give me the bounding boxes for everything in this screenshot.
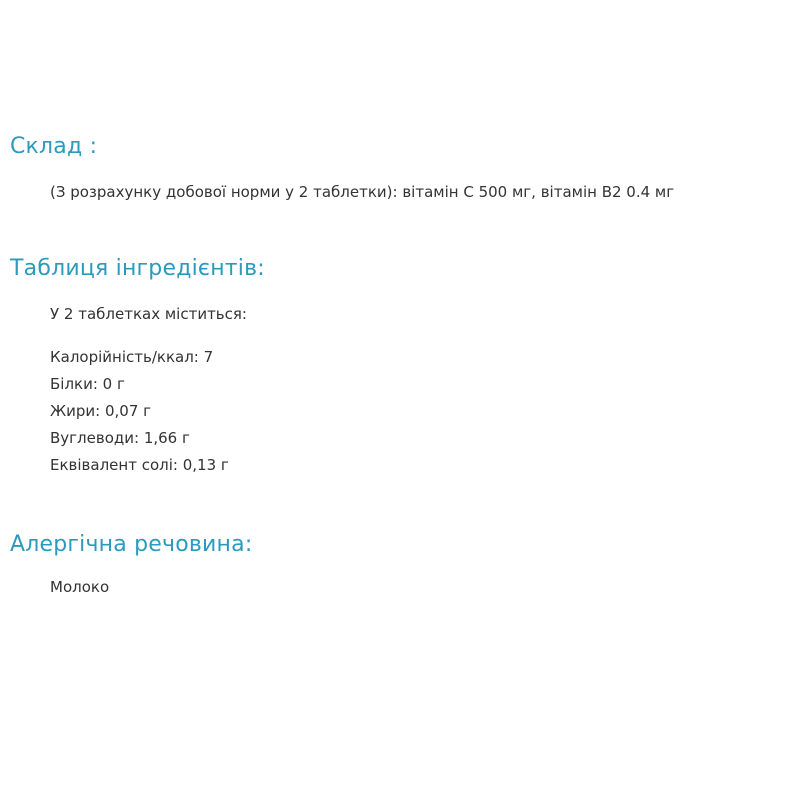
allergen-heading: Алергічна речовина: [10, 532, 253, 557]
composition-heading: Склад : [10, 134, 98, 159]
nutrition-item-salt: Еквівалент солі: 0,13 г [50, 456, 229, 474]
allergen-text: Молоко [50, 578, 110, 596]
nutrition-item-fat: Жири: 0,07 г [50, 402, 152, 420]
nutrition-list [50, 344, 229, 479]
ingredients-heading: Таблиця інгредієнтів: [10, 256, 265, 281]
composition-text: (З розрахунку добової норми у 2 таблетки): вітамін С 500 мг, вітамін В2 0.4 мг [50, 183, 675, 201]
nutrition-item-protein: Білки: 0 г [50, 375, 125, 393]
nutrition-item-calories: Калорійність/ккал: 7 [50, 348, 214, 366]
ingredients-intro: У 2 таблетках міститься: [50, 305, 247, 323]
nutrition-item-carbohydrates: Вуглеводи: 1,66 г [50, 429, 190, 447]
